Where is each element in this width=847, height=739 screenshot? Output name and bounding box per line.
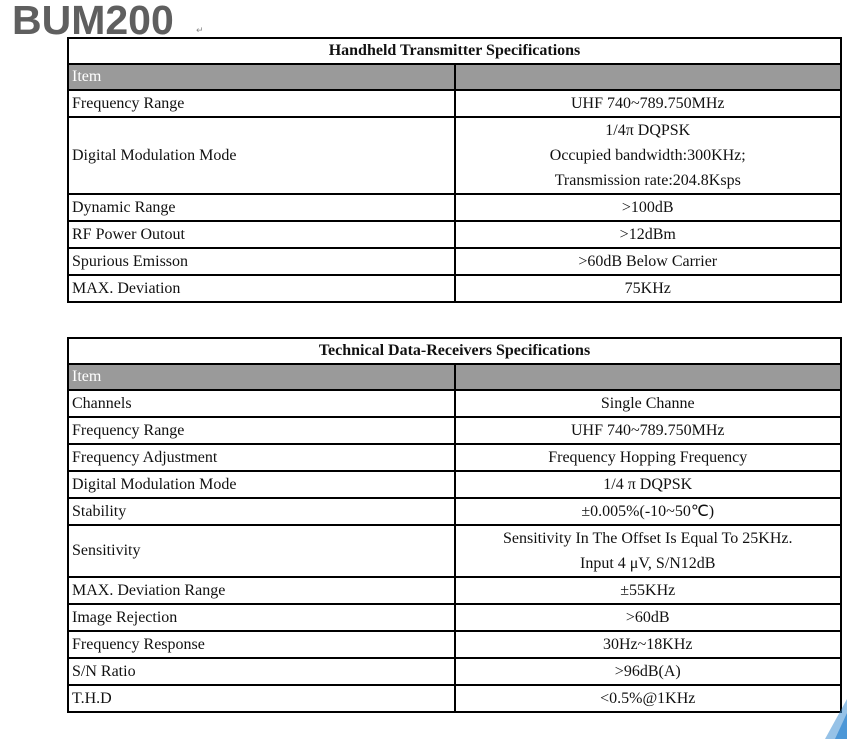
table-row: [68, 248, 841, 275]
table-title: Handheld Transmitter Specifications: [68, 38, 841, 64]
table-row: [68, 498, 841, 525]
spec-label: Spurious Emisson: [68, 248, 455, 275]
table-title: Technical Data-Receivers Specifications: [68, 338, 841, 364]
header-item: Item: [68, 364, 455, 390]
spec-value-line: >100dB: [621, 199, 674, 216]
spec-value-line: Input 4 μV, S/N12dB: [580, 555, 716, 572]
table-row: [68, 525, 841, 577]
spec-label: Frequency Range: [68, 90, 455, 117]
table-header-row: [68, 64, 841, 90]
spec-label: MAX. Deviation: [68, 275, 455, 302]
spec-value: [455, 117, 842, 194]
spec-label: RF Power Outout: [68, 221, 455, 248]
header-item: Item: [68, 64, 455, 90]
table-row: [68, 604, 841, 631]
table-row: [68, 631, 841, 658]
table-row: [68, 417, 841, 444]
header-value: [455, 64, 842, 90]
table-header-row: [68, 364, 841, 390]
spec-label: T.H.D: [68, 685, 455, 712]
spec-value-line: Sensitivity In The Offset Is Equal To 25KHz.: [502, 530, 793, 547]
spec-value: [455, 275, 842, 302]
table-row: [68, 444, 841, 471]
spec-value-line: >96dB(A): [614, 663, 681, 680]
table-title-row: [68, 338, 841, 364]
spec-value-line: >12dBm: [619, 226, 676, 243]
spec-value: [455, 444, 842, 471]
spec-value: [455, 194, 842, 221]
spec-value: [455, 248, 842, 275]
spec-value-line: Occupied bandwidth:300KHz;: [549, 147, 746, 164]
spec-value: [455, 604, 842, 631]
spec-value-line: >60dB: [625, 609, 670, 626]
spec-value: [455, 658, 842, 685]
receivers-spec-body: [68, 338, 841, 712]
paragraph-mark: ↵: [196, 26, 204, 36]
spec-value-line: <0.5%@1KHz: [600, 690, 696, 707]
spec-value: [455, 577, 842, 604]
spec-value: [455, 221, 842, 248]
spec-value-line: >60dB Below Carrier: [578, 253, 718, 270]
spec-value: [455, 471, 842, 498]
spec-label: Digital Modulation Mode: [68, 471, 455, 498]
table-row: [68, 390, 841, 417]
receivers-spec-table: [67, 337, 842, 713]
spec-label: Sensitivity: [68, 525, 455, 577]
table-row: [68, 275, 841, 302]
spec-value-line: 1/4π DQPSK: [605, 122, 691, 139]
spec-value-line: UHF 740~789.750MHz: [570, 95, 725, 112]
header-value: [455, 364, 842, 390]
spec-label: MAX. Deviation Range: [68, 577, 455, 604]
spec-value-line: 75KHz: [624, 280, 671, 297]
spec-label: Dynamic Range: [68, 194, 455, 221]
table-row: [68, 658, 841, 685]
spec-label: Image Rejection: [68, 604, 455, 631]
spec-value-line: Single Channe: [600, 395, 695, 412]
spec-value: [455, 417, 842, 444]
spec-value-line: Transmission rate:204.8Ksps: [554, 172, 741, 189]
spec-value: [455, 525, 842, 577]
spec-value-line: 30Hz~18KHz: [602, 636, 693, 653]
spec-value-line: ±0.005%(-10~50℃): [581, 503, 715, 520]
table-row: [68, 90, 841, 117]
corner-decoration-icon: [817, 699, 847, 739]
spec-value-line: ±55KHz: [620, 582, 676, 599]
table-row: [68, 221, 841, 248]
transmitter-spec-body: [68, 38, 841, 302]
spec-value-line: UHF 740~789.750MHz: [570, 422, 725, 439]
spec-label: Stability: [68, 498, 455, 525]
spec-label: S/N Ratio: [68, 658, 455, 685]
table-row: [68, 471, 841, 498]
spec-label: Frequency Adjustment: [68, 444, 455, 471]
spec-value: [455, 631, 842, 658]
spec-value: [455, 685, 842, 712]
table-row: [68, 117, 841, 194]
spec-value-line: 1/4 π DQPSK: [603, 476, 693, 493]
spec-value: [455, 390, 842, 417]
table-row: [68, 577, 841, 604]
transmitter-spec-table: [67, 37, 842, 303]
model-title: BUM200: [12, 0, 174, 43]
table-row: [68, 685, 841, 712]
spec-value: [455, 90, 842, 117]
spec-value-line: Frequency Hopping Frequency: [548, 449, 748, 466]
table-row: [68, 194, 841, 221]
spec-label: Frequency Range: [68, 417, 455, 444]
spec-value: [455, 498, 842, 525]
spec-label: Frequency Response: [68, 631, 455, 658]
table-title-row: [68, 38, 841, 64]
spec-label: Channels: [68, 390, 455, 417]
spec-label: Digital Modulation Mode: [68, 117, 455, 194]
